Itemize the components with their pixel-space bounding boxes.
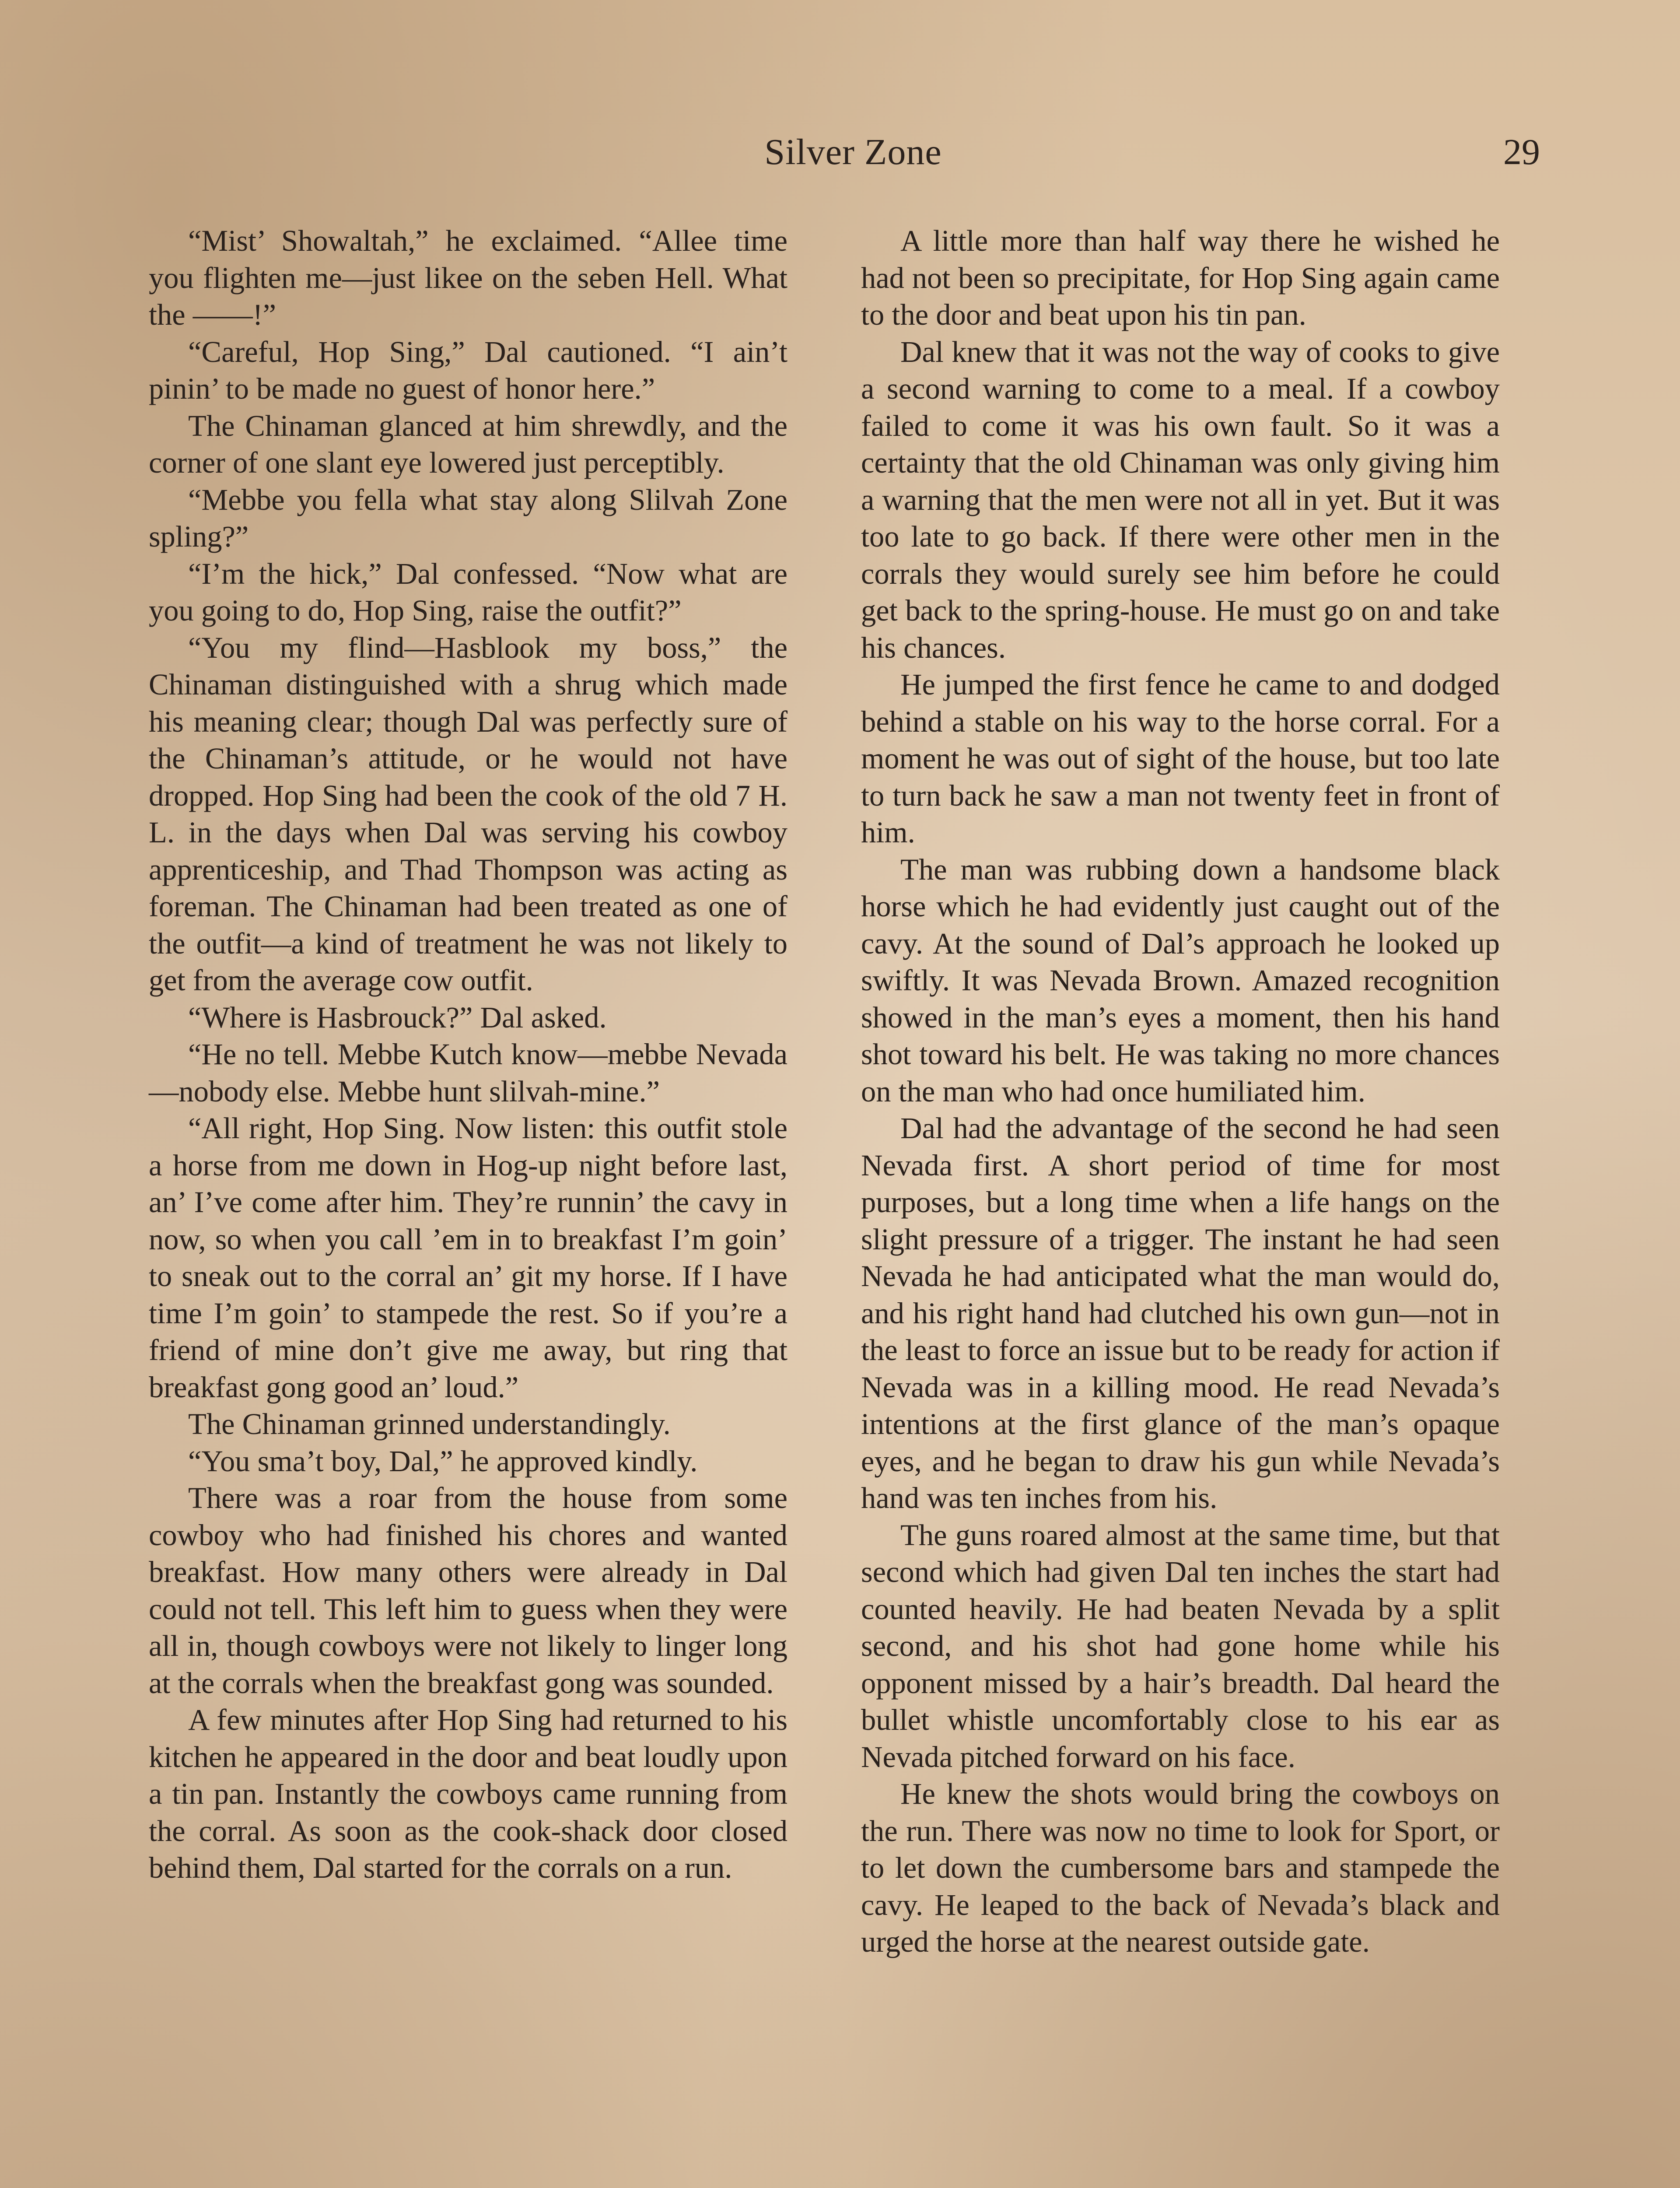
paragraph: “I’m the hick,” Dal confessed. “Now what are you going to do, Hop Sing, raise the outfit?” xyxy=(149,557,788,627)
paragraph: “Where is Hasbrouck?” Dal asked. xyxy=(188,1000,607,1034)
paragraph: “He no tell. Mebbe Kutch know—mebbe Nevada—nobody else. Mebbe hunt slilvah-mine.” xyxy=(149,1038,788,1108)
paragraph: “You sma’t boy, Dal,” he approved kindly. xyxy=(188,1444,698,1478)
page-number: 29 xyxy=(1503,132,1540,172)
paragraph: The guns roared almost at the same time, but that second which had given Dal ten inches the start had counted heavily. He had beaten Nevada by a split second, and his shot had gone home while his opponent missed by a hair’s breadth. Dal heard the bullet whistle uncomfortably close to his ear as Nevada pitched forward on his face. xyxy=(861,1518,1500,1774)
paragraph: Dal had the advantage of the second he had seen Nevada first. A short period of time for most purposes, but a long time when a life hangs on the slight pressure of a trigger. The instant he had seen Nevada he had anticipated what the man would do, and his right hand had clutched his own gun—not in the least to force an issue but to be ready for action if Nevada was in a killing mood. He read Nevada’s intentions at the first glance of the man’s opaque eyes, and he began to draw his gun while Nevada’s hand was ten inches from his. xyxy=(861,1112,1500,1515)
paragraph: The man was rubbing down a handsome black horse which he had evidently just caught out of the cavy. At the sound of Dal’s approach he looked up swiftly. It was Nevada Brown. Amazed recognition showed in the man’s eyes a moment, then his hand shot toward his belt. He was taking no more chances on the man who had once humiliated him. xyxy=(861,852,1500,1108)
right-text-column xyxy=(861,222,1500,1960)
paragraph: “Mebbe you fella what stay along Slilvah Zone spling?” xyxy=(149,483,788,553)
paragraph: Dal knew that it was not the way of cooks to give a second warning to come to a meal. If a cowboy failed to come it was his own fault. So it was a certainty that the old Chinaman was only giving him a warning that the men were not all in yet. But it was too late to go back. If there were other men in the corrals they would surely see him before he could get back to the spring-house. He must go on and take his chances. xyxy=(861,335,1500,664)
paragraph: “All right, Hop Sing. Now listen: this outfit stole a horse from me down in Hog-up night before last, an’ I’ve come after him. They’re runnin’ the cavy in now, so when you call ’em in to breakfast I’m goin’ to sneak out to the corral an’ git my horse. If I have time I’m goin’ to stampede the rest. So if you’re a friend of mine don’t give me away, but ring that breakfast gong good an’ loud.” xyxy=(149,1112,788,1404)
paragraph: The Chinaman grinned understandingly. xyxy=(188,1407,671,1441)
paragraph: The Chinaman glanced at him shrewdly, and the corner of one slant eye lowered just perceptibly. xyxy=(149,409,788,479)
paragraph: “Mist’ Showaltah,” he exclaimed. “Allee time you flighten me—just likee on the seben Hell. What the ——!” xyxy=(149,224,788,331)
paragraph: “Careful, Hop Sing,” Dal cautioned. “I ain’t pinin’ to be made no guest of honor here.” xyxy=(149,335,788,405)
left-text-column xyxy=(149,222,788,1886)
paragraph: He knew the shots would bring the cowboys on the run. There was now no time to look for Sport, or to let down the cumbersome bars and stampede the cavy. He leaped to the back of Nevada’s black and urged the horse at the nearest outside gate. xyxy=(861,1777,1500,1958)
running-header-title: Silver Zone xyxy=(764,132,942,172)
paragraph: A few minutes after Hop Sing had returned to his kitchen he appeared in the door and beat loudly upon a tin pan. Instantly the cowboys came running from the corral. As soon as the cook-shack door closed behind them, Dal started for the corrals on a run. xyxy=(149,1703,788,1884)
paragraph: A little more than half way there he wished he had not been so precipitate, for Hop Sing again came to the door and beat upon his tin pan. xyxy=(861,224,1500,331)
paragraph: He jumped the first fence he came to and dodged behind a stable on his way to the horse corral. For a moment he was out of sight of the house, but too late to turn back he saw a man not twenty feet in front of him. xyxy=(861,668,1500,849)
paragraph: “You my flind—Hasblook my boss,” the Chinaman distinguished with a shrug which made his meaning clear; though Dal was perfectly sure of the Chinaman’s attitude, or he would not have dropped. Hop Sing had been the cook of the old 7 H. L. in the days when Dal was serving his cowboy apprenticeship, and Thad Thompson was acting as foreman. The Chinaman had been treated as one of the outfit—a kind of treatment he was not likely to get from the average cow outfit. xyxy=(149,631,788,997)
paragraph: There was a roar from the house from some cowboy who had finished his chores and wanted breakfast. How many others were already in Dal could not tell. This left him to guess when they were all in, though cowboys were not likely to linger long at the corrals when the breakfast gong was sounded. xyxy=(149,1481,788,1700)
